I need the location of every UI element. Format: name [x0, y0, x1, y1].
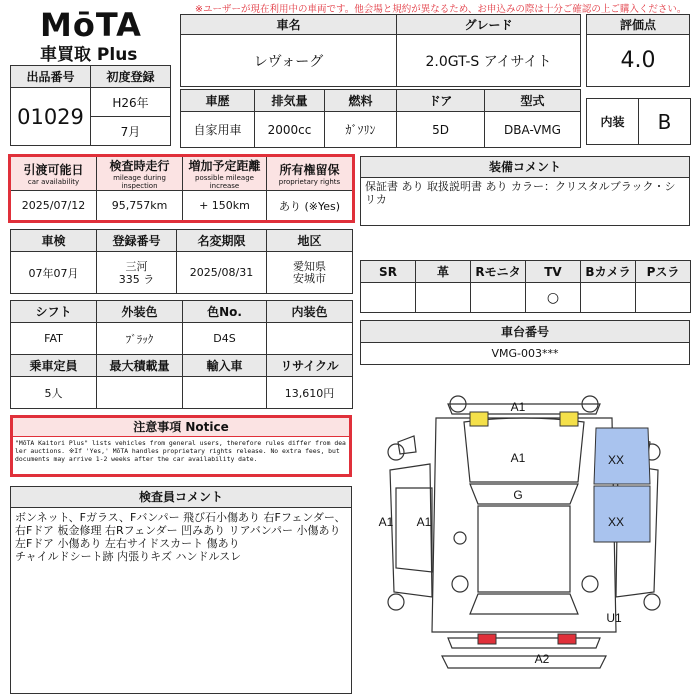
- district-value: 愛知県 安城市: [267, 252, 353, 294]
- chassis-value: VMG-003***: [361, 343, 690, 365]
- mark-right-rear: XX: [607, 515, 625, 529]
- inspector-comment-box: [10, 486, 352, 694]
- hood-shape: [464, 418, 584, 482]
- mark-roof: G: [513, 488, 523, 502]
- exterior-color-value: ﾌﾞﾗｯｸ: [97, 323, 183, 355]
- capacity-label: 乗車定員: [11, 355, 97, 377]
- mileage-increase-value: + 150km: [183, 191, 267, 221]
- lot-number: 01029: [11, 88, 91, 146]
- score-value: 4.0: [587, 35, 690, 87]
- rear-left-red-mark: [478, 634, 496, 644]
- mark-left-door: A1: [416, 515, 432, 529]
- option-header: Pスラ: [636, 261, 691, 283]
- first-reg-year: H26年: [91, 88, 171, 117]
- equipment-comment-title: 装備コメント: [361, 157, 689, 178]
- inspector-comment-text: ボンネット、Fガラス、Fバンパー 飛び石小傷あり 右Fフェンダー、右Fドア 板金修理 右Rフェンダー 凹みあり リアバンパー 小傷あり 左Fドア 小傷あり 左右サイドスカート 傷あり チャイルドシート跡 内張りキズ ハンドルスレ: [15, 511, 346, 563]
- left-rear-door-shape: [396, 488, 432, 572]
- option-value: [471, 283, 526, 313]
- shift-label: シフト: [11, 301, 97, 323]
- lot-registration-table: [10, 65, 171, 146]
- roof-shape: [478, 506, 570, 592]
- first-reg-month: 7月: [91, 117, 171, 146]
- mark-rear-bumper: A2: [534, 652, 550, 666]
- mark-right-front: XX: [607, 453, 625, 467]
- wheel-rear-left: [388, 594, 404, 610]
- option-value: [636, 283, 691, 313]
- wheel-rear-right: [644, 594, 660, 610]
- notice-box: [10, 415, 352, 477]
- grade-label: グレード: [397, 15, 581, 35]
- specs-table: [10, 300, 353, 409]
- availability-value: 2025/07/12: [11, 191, 97, 221]
- mark-hood: A1: [510, 451, 526, 465]
- front-left-yellow-mark: [470, 412, 488, 426]
- inspection-value: 07年07月: [11, 252, 97, 294]
- wheel-inner-left: [452, 576, 468, 592]
- car-damage-diagram: [360, 392, 694, 698]
- mota-logo-sub: 車買取 Plus: [40, 45, 138, 65]
- color-number-label: 色No.: [183, 301, 267, 323]
- wheel-inner-right: [582, 576, 598, 592]
- model-value: DBA-VMG: [485, 112, 581, 148]
- inspection-label: 車検: [11, 230, 97, 252]
- cc-value: 2000cc: [255, 112, 325, 148]
- first-reg-label: 初度登録: [91, 66, 171, 88]
- mileage-header: 検査時走行 mileage during inspection: [97, 157, 183, 191]
- name-change-value: 2025/08/31: [177, 252, 267, 294]
- mark-rear-bumper-right: U1: [606, 611, 622, 625]
- rear-window-shape: [470, 594, 578, 614]
- option-value: [416, 283, 471, 313]
- car-name-grade-table: [180, 14, 581, 87]
- mark-left-middle: [454, 532, 466, 544]
- option-value: [581, 283, 636, 313]
- option-header: 革: [416, 261, 471, 283]
- registration-table: [10, 229, 353, 294]
- equipment-comment-text: 保証書 あり 取扱説明書 あり カラー：クリスタルブラック・シリカ: [365, 180, 676, 206]
- chassis-table: [360, 320, 690, 365]
- mark-front-bumper: A1: [510, 400, 526, 414]
- windshield-shape: [470, 484, 578, 504]
- reg-number-label: 登録番号: [97, 230, 177, 252]
- recycle-label: リサイクル: [267, 355, 353, 377]
- import-label: 輸入車: [183, 355, 267, 377]
- model-label: 型式: [485, 90, 581, 112]
- district-label: 地区: [267, 230, 353, 252]
- interior-value: B: [639, 99, 691, 145]
- rear-right-red-mark: [558, 634, 576, 644]
- vehicle-spec-row: [180, 89, 581, 148]
- option-header: Bカメラ: [581, 261, 636, 283]
- mark-left-side: A1: [378, 515, 394, 529]
- grade-value: 2.0GT-S アイサイト: [397, 35, 581, 87]
- max-load-label: 最大積載量: [97, 355, 183, 377]
- door-value: 5D: [397, 112, 485, 148]
- notice-text: "MōTA Kaitori Plus" lists vehicles from general users, therefore rules differ from dealer auctions. ※If 'Yes,' MōTA handles proprietary rights release. No extra fees, but documents may arrive 1-2 weeks after the car availability date.: [15, 439, 346, 464]
- shift-value: FAT: [11, 323, 97, 355]
- car-name-value: レヴォーグ: [181, 35, 397, 87]
- interior-color-label: 内装色: [267, 301, 353, 323]
- right-rear-blue-area: [594, 486, 650, 542]
- mota-logo: MōTA: [40, 6, 142, 44]
- score-table: [586, 14, 690, 87]
- equipment-comment-box: [360, 156, 690, 226]
- door-label: ドア: [397, 90, 485, 112]
- option-value: ○: [526, 283, 581, 313]
- import-value: [183, 377, 267, 409]
- reg-number-value: 三河 335 ラ: [97, 252, 177, 294]
- chassis-label: 車台番号: [361, 321, 690, 343]
- proprietary-value: あり (※Yes): [267, 191, 353, 221]
- option-header: Rモニタ: [471, 261, 526, 283]
- max-load-value: [97, 377, 183, 409]
- exterior-color-label: 外装色: [97, 301, 183, 323]
- capacity-value: 5人: [11, 377, 97, 409]
- interior-color-value: [267, 323, 353, 355]
- fuel-value: ｶﾞｿﾘﾝ: [325, 112, 397, 148]
- history-value: 自家用車: [181, 112, 255, 148]
- car-name-label: 車名: [181, 15, 397, 35]
- rear-bumper-shape: [448, 638, 600, 648]
- mileage-increase-header: 増加予定距離 possible mileage increase: [183, 157, 267, 191]
- fuel-label: 燃料: [325, 90, 397, 112]
- option-header: TV: [526, 261, 581, 283]
- color-number-value: D4S: [183, 323, 267, 355]
- availability-table: [10, 156, 353, 221]
- option-header: SR: [361, 261, 416, 283]
- cc-label: 排気量: [255, 90, 325, 112]
- notice-title: 注意事項 Notice: [13, 418, 349, 437]
- option-value: [361, 283, 416, 313]
- score-label: 評価点: [587, 15, 690, 35]
- wheel-front-left: [388, 444, 404, 460]
- lot-label: 出品番号: [11, 66, 91, 88]
- interior-grade-table: [586, 98, 691, 145]
- recycle-value: 13,610円: [267, 377, 353, 409]
- rear-lower-shape: [442, 656, 606, 668]
- availability-header: 引渡可能日 car availability: [11, 157, 97, 191]
- top-notice: ※ユーザーが現在利用中の車両です。他会場と規約が異なるため、お申込みの際は十分ご確認の上ご購入ください。: [195, 4, 687, 15]
- options-table: [360, 260, 691, 313]
- proprietary-header: 所有権留保 proprietary rights: [267, 157, 353, 191]
- history-label: 車歴: [181, 90, 255, 112]
- front-right-yellow-mark: [560, 412, 578, 426]
- interior-label: 内装: [587, 99, 639, 145]
- inspector-comment-title: 検査員コメント: [11, 487, 351, 508]
- mileage-value: 95,757km: [97, 191, 183, 221]
- name-change-label: 名変期限: [177, 230, 267, 252]
